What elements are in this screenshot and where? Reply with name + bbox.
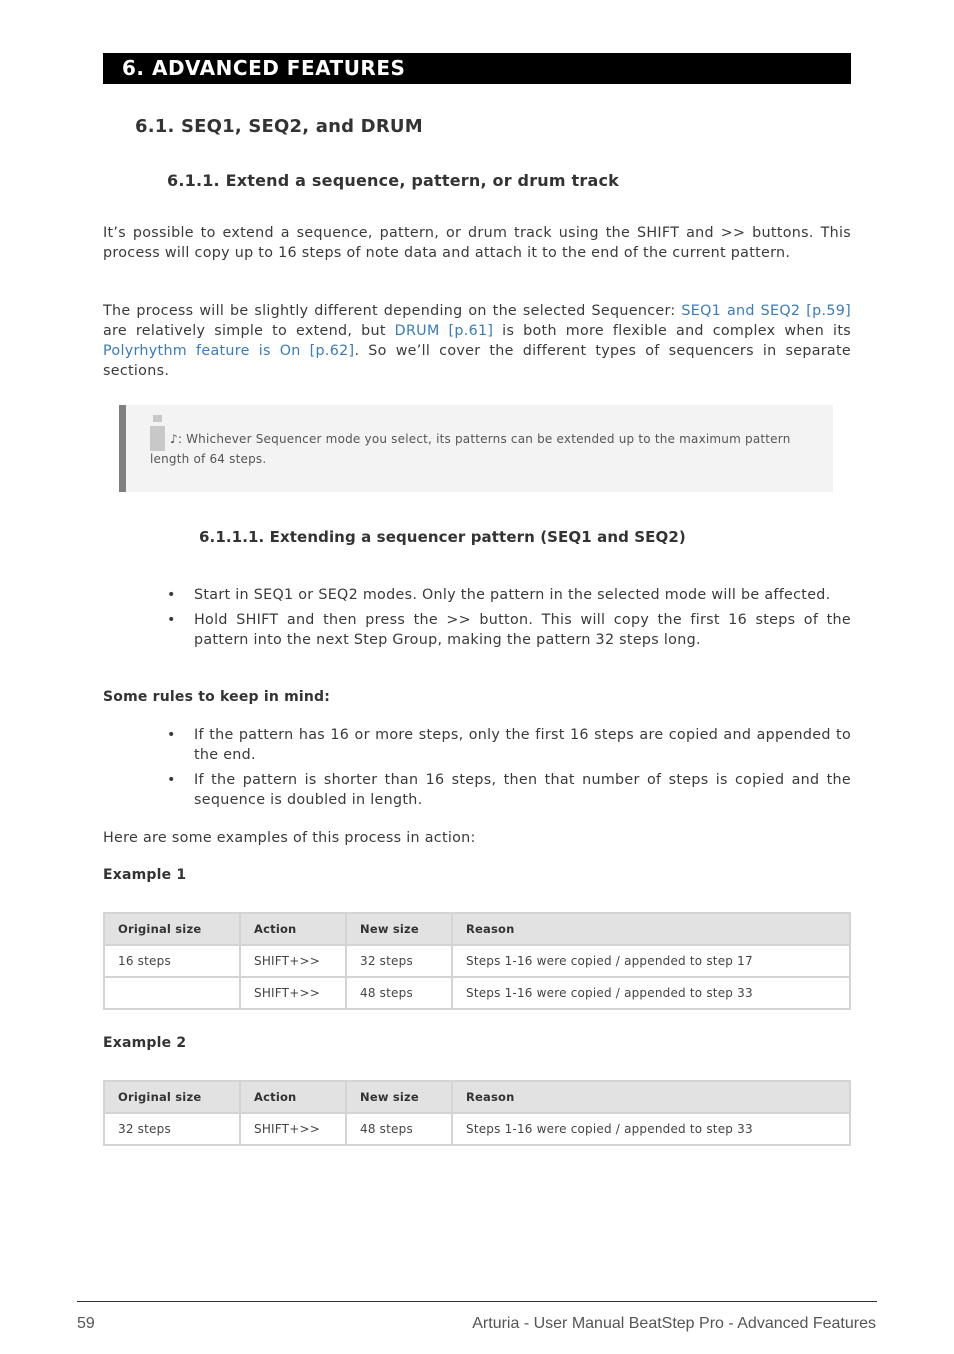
col-new-size: New size [346, 1081, 452, 1113]
col-action: Action [240, 913, 346, 945]
examples-intro: Here are some examples of this process in action: [103, 830, 476, 846]
col-reason: Reason [452, 1081, 850, 1113]
rules-list [165, 725, 851, 815]
link-polyrhythm[interactable]: Polyrhythm feature is On [p.62] [103, 343, 355, 359]
table-cell: Steps 1-16 were copied / appended to step 17 [452, 945, 850, 977]
table-cell: 48 steps [346, 977, 452, 1009]
table-row [104, 977, 850, 1009]
table-cell: 32 steps [104, 1113, 240, 1145]
list-item: • Hold SHIFT and then press the >> button. This will copy the first 16 steps of the pattern into the next Step Group, making the pattern 32 steps long. [167, 612, 851, 648]
col-original-size: Original size [104, 1081, 240, 1113]
table-header-row [104, 1081, 850, 1113]
intro-text-d: . So we’ll cover the different types of sequencers in separate sections. [103, 343, 851, 379]
page-number: 59 [77, 1315, 95, 1332]
col-reason: Reason [452, 913, 850, 945]
list-item: • If the pattern has 16 or more steps, only the first 16 steps are copied and appended to the end. [167, 727, 851, 763]
footer-title: Arturia - User Manual BeatStep Pro - Advanced Features [472, 1315, 876, 1332]
table-cell: SHIFT+>> [240, 1113, 346, 1145]
rules-heading: Some rules to keep in mind: [103, 689, 331, 705]
list-item: • If the pattern is shorter than 16 steps, then that number of steps is copied and the sequence is doubled in length. [167, 772, 851, 808]
example-2-table [103, 1080, 851, 1146]
subsection-title: 6.1.1. Extend a sequence, pattern, or drum track [167, 171, 619, 190]
info-note-text: ♪: Whichever Sequencer mode you select, its patterns can be extended up to the maximum pattern length of 64 steps. [150, 432, 791, 466]
table-cell [104, 977, 240, 1009]
link-seq1-seq2[interactable]: SEQ1 and SEQ2 [p.59] [681, 303, 851, 319]
intro-paragraph-2 [103, 301, 851, 381]
section-title: 6.1. SEQ1, SEQ2, and DRUM [135, 116, 423, 137]
steps-list [165, 585, 851, 655]
table-header-row [104, 913, 850, 945]
example-2-title: Example 2 [103, 1035, 187, 1051]
col-original-size: Original size [104, 913, 240, 945]
footer-divider [77, 1301, 877, 1302]
table-cell: 32 steps [346, 945, 452, 977]
table-cell: Steps 1-16 were copied / appended to step 33 [452, 1113, 850, 1145]
table-row [104, 1113, 850, 1145]
table-cell: Steps 1-16 were copied / appended to step 33 [452, 977, 850, 1009]
table-cell: 16 steps [104, 945, 240, 977]
col-action: Action [240, 1081, 346, 1113]
link-drum[interactable]: DRUM [p.61] [394, 323, 494, 339]
example-1-title: Example 1 [103, 867, 187, 883]
table-row [104, 945, 850, 977]
table-cell: 48 steps [346, 1113, 452, 1145]
col-new-size: New size [346, 913, 452, 945]
intro-text-a: The process will be slightly different depending on the selected Sequencer: [103, 303, 682, 319]
intro-text-b: are relatively simple to extend, but [103, 323, 395, 339]
subsubsection-title: 6.1.1.1. Extending a sequencer pattern (SEQ1 and SEQ2) [199, 528, 686, 546]
intro-text-c: is both more flexible and complex when its [493, 323, 851, 339]
info-note-box [119, 405, 833, 492]
list-item: • Start in SEQ1 or SEQ2 modes. Only the pattern in the selected mode will be affected. [167, 587, 831, 603]
intro-paragraph-1: It’s possible to extend a sequence, pattern, or drum track using the SHIFT and >> buttons. This process will copy up to 16 steps of note data and attach it to the end of the current pattern. [103, 225, 851, 261]
table-cell: SHIFT+>> [240, 945, 346, 977]
example-1-table [103, 912, 851, 1010]
table-cell: SHIFT+>> [240, 977, 346, 1009]
chapter-title: 6. ADVANCED FEATURES [122, 56, 406, 80]
